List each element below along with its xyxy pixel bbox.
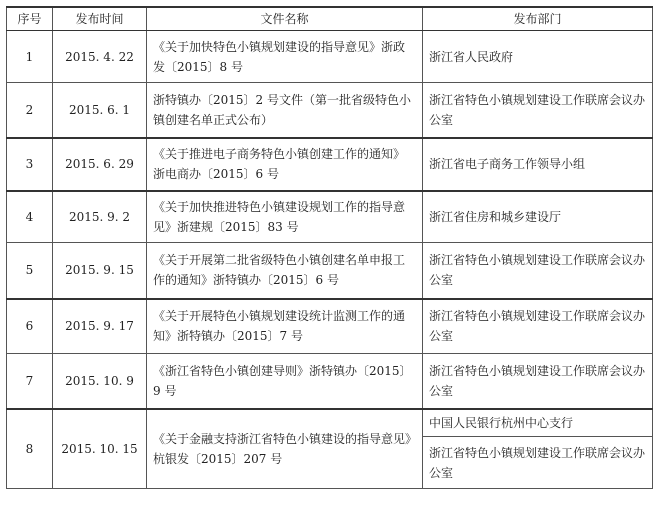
row-no: 8 xyxy=(7,409,53,489)
table-row xyxy=(7,409,653,437)
row-no: 7 xyxy=(7,354,53,409)
row-dept: 中国人民银行杭州中心支行 xyxy=(423,409,653,437)
row-date: 2015. 6. 29 xyxy=(53,138,147,191)
row-date: 2015. 9. 15 xyxy=(53,243,147,299)
row-date: 2015. 9. 17 xyxy=(53,299,147,354)
row-date: 2015. 10. 15 xyxy=(53,409,147,489)
header-name: 文件名称 xyxy=(147,7,423,31)
table-row xyxy=(7,138,653,191)
table-row xyxy=(7,354,653,409)
row-name: 浙特镇办〔2015〕2 号文件（第一批省级特色小镇创建名单正式公布） xyxy=(147,83,423,138)
row-dept: 浙江省特色小镇规划建设工作联席会议办公室 xyxy=(423,354,653,409)
row-dept: 浙江省特色小镇规划建设工作联席会议办公室 xyxy=(423,299,653,354)
table-row xyxy=(7,31,653,83)
row-name: 《关于开展特色小镇规划建设统计监测工作的通知》浙特镇办〔2015〕7 号 xyxy=(147,299,423,354)
row-date: 2015. 10. 9 xyxy=(53,354,147,409)
table-row xyxy=(7,83,653,138)
row-no: 5 xyxy=(7,243,53,299)
row-name: 《浙江省特色小镇创建导则》浙特镇办〔2015〕9 号 xyxy=(147,354,423,409)
row-no: 6 xyxy=(7,299,53,354)
row-name: 《关于金融支持浙江省特色小镇建设的指导意见》杭银发〔2015〕207 号 xyxy=(147,409,423,489)
table-row xyxy=(7,299,653,354)
row-no: 1 xyxy=(7,31,53,83)
row-date: 2015. 4. 22 xyxy=(53,31,147,83)
row-dept: 浙江省特色小镇规划建设工作联席会议办公室 xyxy=(423,243,653,299)
row-name: 《关于加快特色小镇规划建设的指导意见》浙政发〔2015〕8 号 xyxy=(147,31,423,83)
row-dept-secondary: 浙江省特色小镇规划建设工作联席会议办公室 xyxy=(423,437,653,489)
row-no: 3 xyxy=(7,138,53,191)
header-dept: 发布部门 xyxy=(423,7,653,31)
row-date: 2015. 6. 1 xyxy=(53,83,147,138)
row-date: 2015. 9. 2 xyxy=(53,191,147,243)
policy-table xyxy=(6,6,653,489)
row-dept: 浙江省电子商务工作领导小组 xyxy=(423,138,653,191)
row-no: 2 xyxy=(7,83,53,138)
row-dept: 浙江省特色小镇规划建设工作联席会议办公室 xyxy=(423,83,653,138)
header-date: 发布时间 xyxy=(53,7,147,31)
row-name: 《关于加快推进特色小镇建设规划工作的指导意见》浙建规〔2015〕83 号 xyxy=(147,191,423,243)
table-row xyxy=(7,243,653,299)
header-no: 序号 xyxy=(7,7,53,31)
table-row xyxy=(7,191,653,243)
row-dept: 浙江省住房和城乡建设厅 xyxy=(423,191,653,243)
row-name: 《关于推进电子商务特色小镇创建工作的通知》浙电商办〔2015〕6 号 xyxy=(147,138,423,191)
header-row xyxy=(7,7,653,31)
row-no: 4 xyxy=(7,191,53,243)
row-name: 《关于开展第二批省级特色小镇创建名单申报工作的通知》浙特镇办〔2015〕6 号 xyxy=(147,243,423,299)
row-dept: 浙江省人民政府 xyxy=(423,31,653,83)
